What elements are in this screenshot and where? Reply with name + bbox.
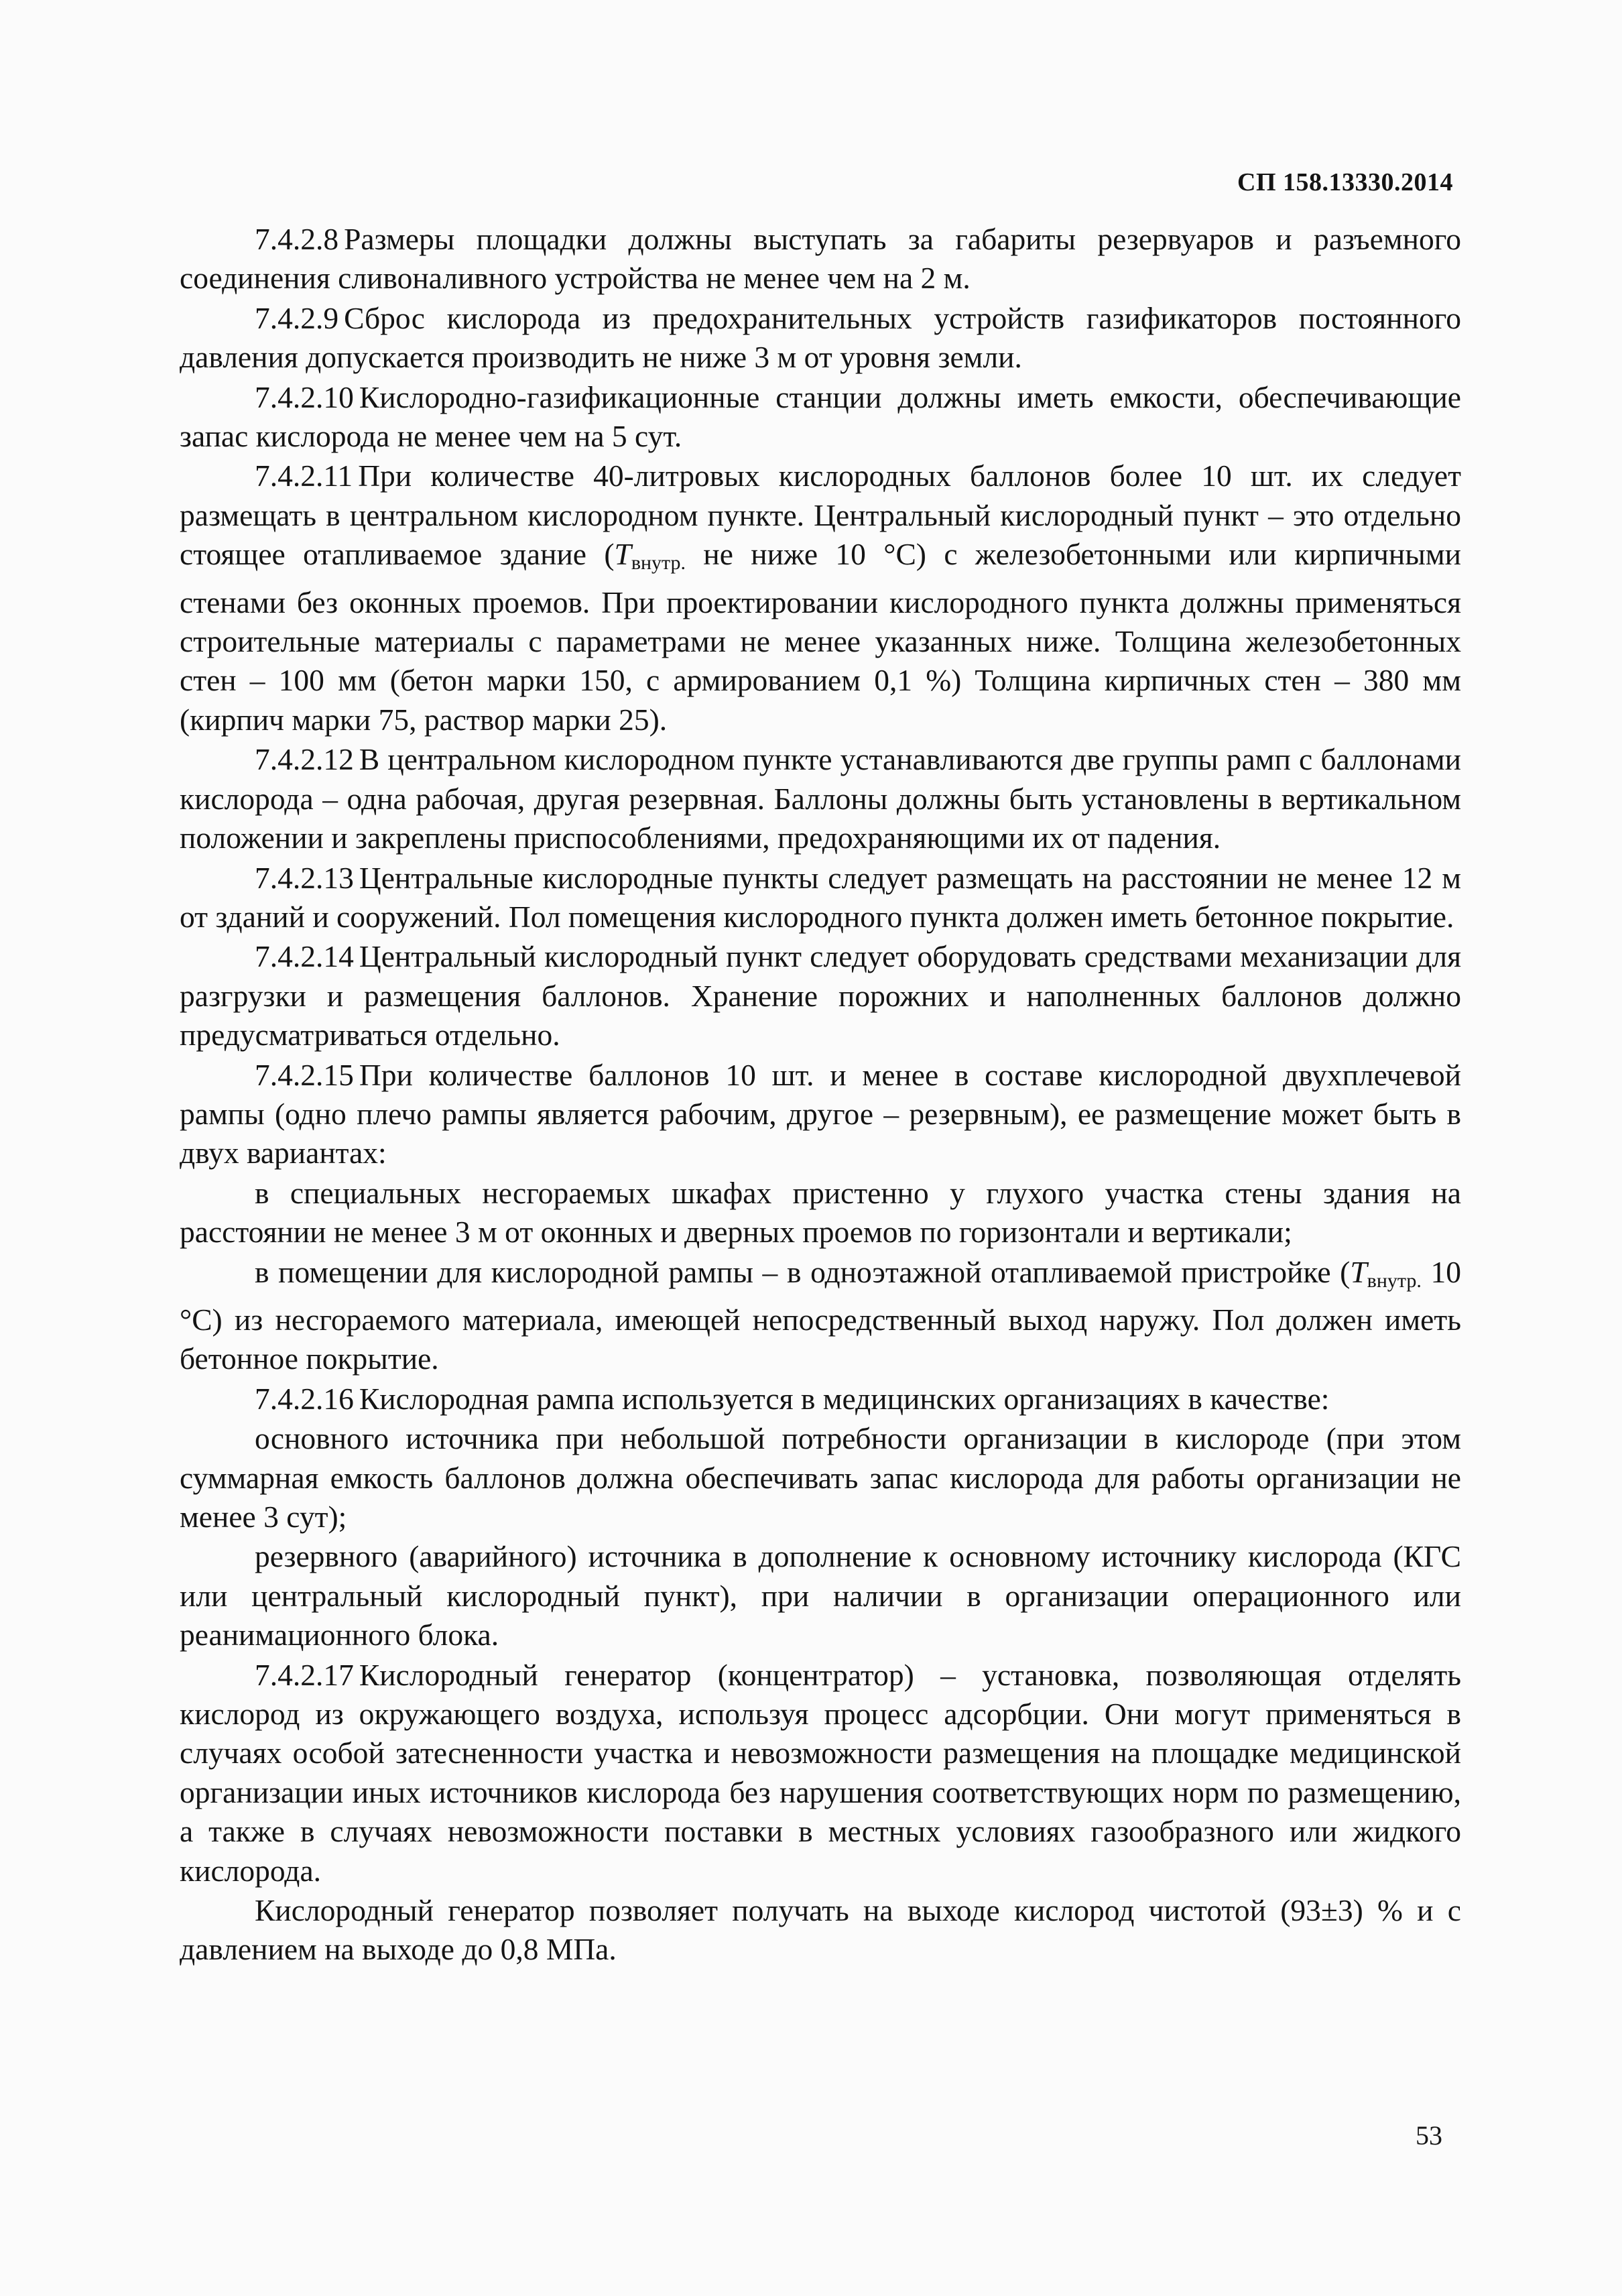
paragraph-text: Размеры площадки должны выступать за габариты резервуаров и разъемного соединения сливоналивного устройства не менее чем на 2 м.	[180, 222, 1461, 296]
list-item-annex-room	[180, 1253, 1461, 1379]
paragraph-text: в помещении для кислородной рампы – в одноэтажной отапливаемой пристройке (	[255, 1254, 1351, 1289]
list-item-reserve-source	[180, 1537, 1461, 1654]
clause-number: 7.4.2.12	[255, 742, 354, 777]
clause-number: 7.4.2.15	[255, 1057, 354, 1092]
paragraph-text: Центральные кислородные пункты следует размещать на расстоянии не менее 12 м от зданий и сооружений. Пол помещения кислородного пункта должен иметь бетонное покрытие.	[180, 860, 1461, 934]
paragraph-text: При количестве баллонов 10 шт. и менее в составе кислородной двухплечевой рампы (одно плечо рампы является рабочим, другое – резервным), ее размещение может быть в двух вариантах:	[180, 1057, 1461, 1170]
paragraph-7-4-2-11	[180, 457, 1461, 739]
paragraph-text: в специальных несгораемых шкафах пристенно у глухого участка стены здания на расстоянии не менее 3 м от оконных и дверных проемов по горизонтали и вертикали;	[180, 1175, 1461, 1250]
paragraph-generator-output	[180, 1891, 1461, 1970]
paragraph-text: не ниже 10 °С) с железобетонными или кирпичными стенами без оконных проемов. При проектировании кислородного пункта должны применяться строительные материалы с параметрами не менее указанных ниже. Толщина железобетонных стен – 100 мм (бетон марки 150, с армированием 0,1 %) Толщина кирпичных стен – 380 мм (кирпич марки 75, раствор марки 25).	[180, 537, 1461, 737]
paragraph-7-4-2-12	[180, 740, 1461, 857]
clause-number: 7.4.2.16	[255, 1381, 354, 1416]
document-code: СП 158.13330.2014	[1237, 168, 1453, 196]
paragraph-text: резервного (аварийного) источника в дополнение к основному источнику кислорода (КГС или центральный кислородный пункт), при наличии в организации операционного или реанимационного блока.	[180, 1539, 1461, 1652]
paragraph-7-4-2-17	[180, 1656, 1461, 1890]
temperature-symbol: T	[1350, 1254, 1367, 1289]
document-body	[180, 220, 1461, 1970]
clause-number: 7.4.2.11	[255, 459, 353, 493]
clause-number: 7.4.2.13	[255, 860, 354, 895]
clause-number: 7.4.2.14	[255, 939, 354, 974]
paragraph-text: Кислородный генератор позволяет получать на выходе кислород чистотой (93±3) % и с давлением на выходе до 0,8 МПа.	[180, 1893, 1461, 1967]
paragraph-7-4-2-16	[180, 1380, 1461, 1418]
clause-number: 7.4.2.9	[255, 300, 339, 335]
paragraph-text: В центральном кислородном пункте устанавливаются две группы рамп с баллонами кислорода – одна рабочая, другая резервная. Баллоны должны быть установлены в вертикальном положении и закреплены приспособлениями, предохраняющими их от падения.	[180, 742, 1461, 855]
paragraph-7-4-2-13	[180, 859, 1461, 937]
paragraph-text: 10 °С) из несгораемого материала, имеющей непосредственный выход наружу. Пол должен иметь бетонное покрытие.	[180, 1254, 1462, 1376]
paragraph-text: Кислородно-газификационные станции должны иметь емкости, обеспечивающие запас кислорода не менее чем на 5 сут.	[180, 379, 1461, 454]
paragraph-text: Кислородный генератор (концентратор) – установка, позволяющая отделять кислород из окружающего воздуха, используя процесс адсорбции. Они могут применяться в случаях особой затесненности участка и невозможности размещения на площадке медицинской организации иных источников кислорода без нарушения соответствующих норм по размещению, а также в случаях невозможности поставки в местных условиях газообразного или жидкого кислорода.	[180, 1657, 1461, 1888]
paragraph-7-4-2-14	[180, 937, 1461, 1054]
temperature-subscript: внутр.	[1367, 1269, 1422, 1292]
list-item-cabinets	[180, 1174, 1461, 1252]
temperature-symbol: T	[614, 537, 631, 572]
paragraph-text: Сброс кислорода из предохранительных устройств газификаторов постоянного давления допускается производить не ниже 3 м от уровня земли.	[180, 300, 1461, 375]
paragraph-text: Кислородная рампа используется в медицинских организациях в качестве:	[359, 1381, 1330, 1416]
paragraph-text: При количестве 40-литровых кислородных баллонов более 10 шт. их следует размещать в центральном кислородном пункте. Центральный кислородный пункт – это отдельно стоящее отапливаемое здание (	[180, 459, 1461, 572]
clause-number: 7.4.2.8	[255, 222, 339, 256]
paragraph-text: Центральный кислородный пункт следует оборудовать средствами механизации для разгрузки и размещения баллонов. Хранение порожних и наполненных баллонов должно предусматриваться отдельно.	[180, 939, 1461, 1052]
clause-number: 7.4.2.10	[255, 379, 354, 414]
paragraph-7-4-2-15	[180, 1056, 1461, 1173]
paragraph-7-4-2-10	[180, 378, 1461, 457]
paragraph-7-4-2-9	[180, 299, 1461, 377]
paragraph-7-4-2-8	[180, 220, 1461, 298]
list-item-main-source	[180, 1419, 1461, 1536]
paragraph-text: основного источника при небольшой потребности организации в кислороде (при этом суммарная емкость баллонов должна обеспечивать запас кислорода для работы организации не менее 3 сут);	[180, 1421, 1461, 1534]
clause-number: 7.4.2.17	[255, 1657, 354, 1692]
page-number: 53	[1416, 2120, 1442, 2151]
temperature-subscript: внутр.	[631, 552, 686, 575]
